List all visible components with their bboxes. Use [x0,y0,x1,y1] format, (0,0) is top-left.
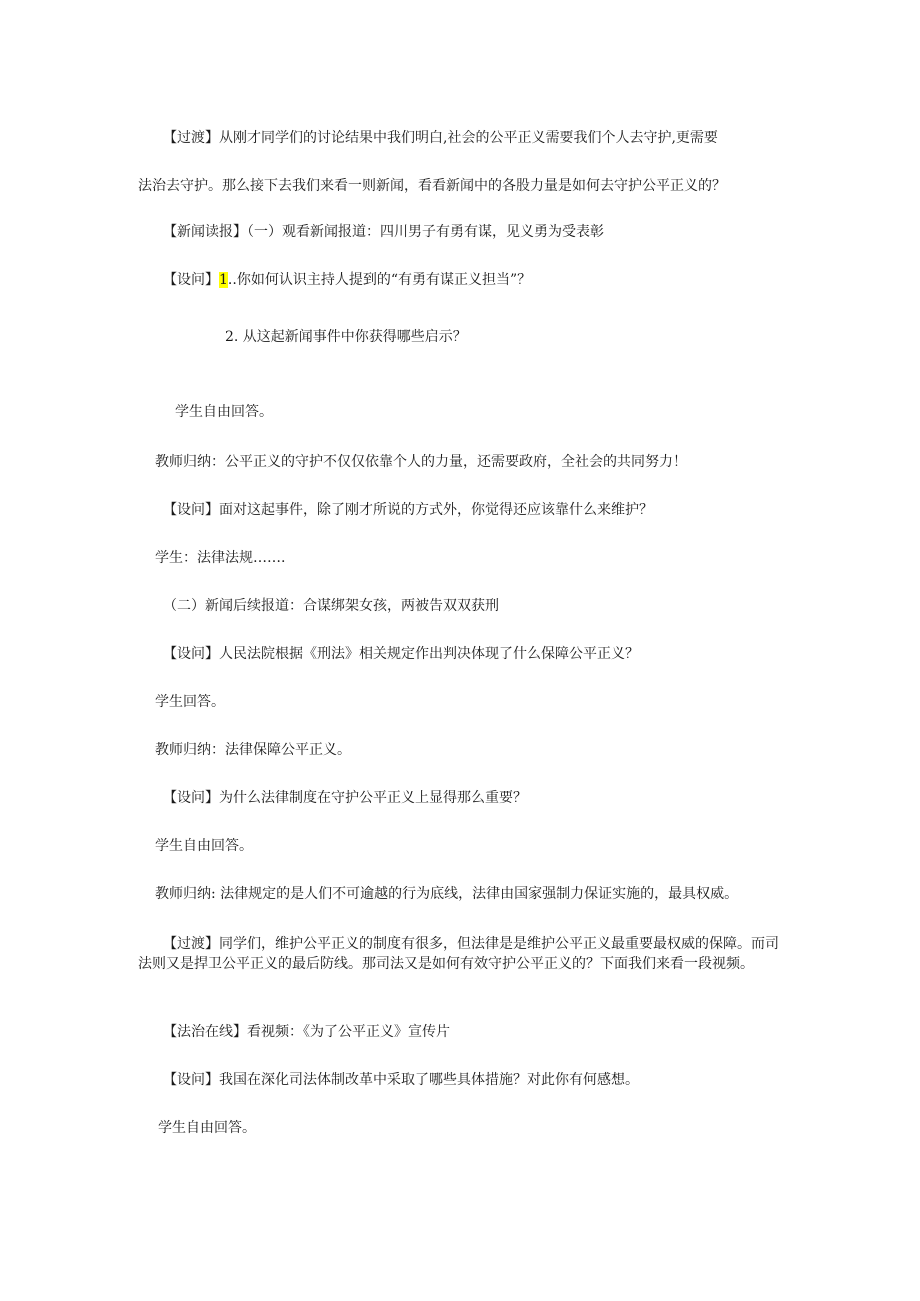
transition-paragraph-2: 【过渡】同学们，维护公平正义的制度有很多，但法律是是维护公平正义最重要最权威的保障。而司法则又是捍卫公平正义的最后防线。那司法又是如何有效守护公平正义的？下面我们来看一段视频。 [138,936,779,972]
news-reading-heading: 【新闻读报】（一）观看新闻报道：四川男子有勇有谋，见义勇为受表彰 [163,224,604,240]
law-online-heading: 【法治在线】看视频：《为了公平正义》宣传片 [163,1024,450,1040]
teacher-summary-3: 教师归纳: 法律规定的是人们不可逾越的行为底线，法律由国家强制力保证实施的，最具权威。 [155,886,739,902]
teacher-summary-1: 教师归纳：公平正义的守护不仅仅依靠个人的力量，还需要政府，全社会的共同努力！ [155,454,687,470]
student-answer-1: 学生自由回答。 [175,404,273,420]
teacher-summary-2: 教师归纳：法律保障公平正义。 [155,742,351,758]
question-6-line: 【设问】我国在深化司法体制改革中采取了哪些具体措施？对此你有何感想。 [163,1072,639,1088]
question-label: 【设问】 [163,272,219,288]
question-2-line: 2. 从这起新闻事件中你获得哪些启示？ [225,329,467,345]
question-1-line [163,270,531,290]
highlighted-number: 1 [219,272,228,288]
student-answer-4: 学生自由回答。 [155,838,253,854]
student-answer-2: 学生：法律法规……. [155,550,286,566]
news-followup-heading: （二）新闻后续报道：合谋绑架女孩，两被告双双获刑 [163,598,499,614]
student-answer-3: 学生回答。 [155,694,225,710]
transition-paragraph-line-1: 【过渡】从刚才同学们的讨论结果中我们明白,社会的公平正义需要我们个人去守护,更需要 [163,130,718,146]
student-answer-5: 学生自由回答。 [158,1120,256,1136]
question-1-text: ..你如何认识主持人提到的“有勇有谋正义担当”？ [227,272,532,288]
transition-paragraph-line-2: 法治去守护。那么接下去我们来看一则新闻，看看新闻中的各股力量是如何去守护公平正义的？ [138,178,726,194]
question-4-line: 【设问】人民法院根据《刑法》相关规定作出判决体现了什么保障公平正义？ [163,646,639,662]
question-5-line: 【设问】为什么法律制度在守护公平正义上显得那么重要？ [163,790,527,806]
question-3-line: 【设问】面对这起事件，除了刚才所说的方式外，你觉得还应该靠什么来维护？ [163,502,653,518]
